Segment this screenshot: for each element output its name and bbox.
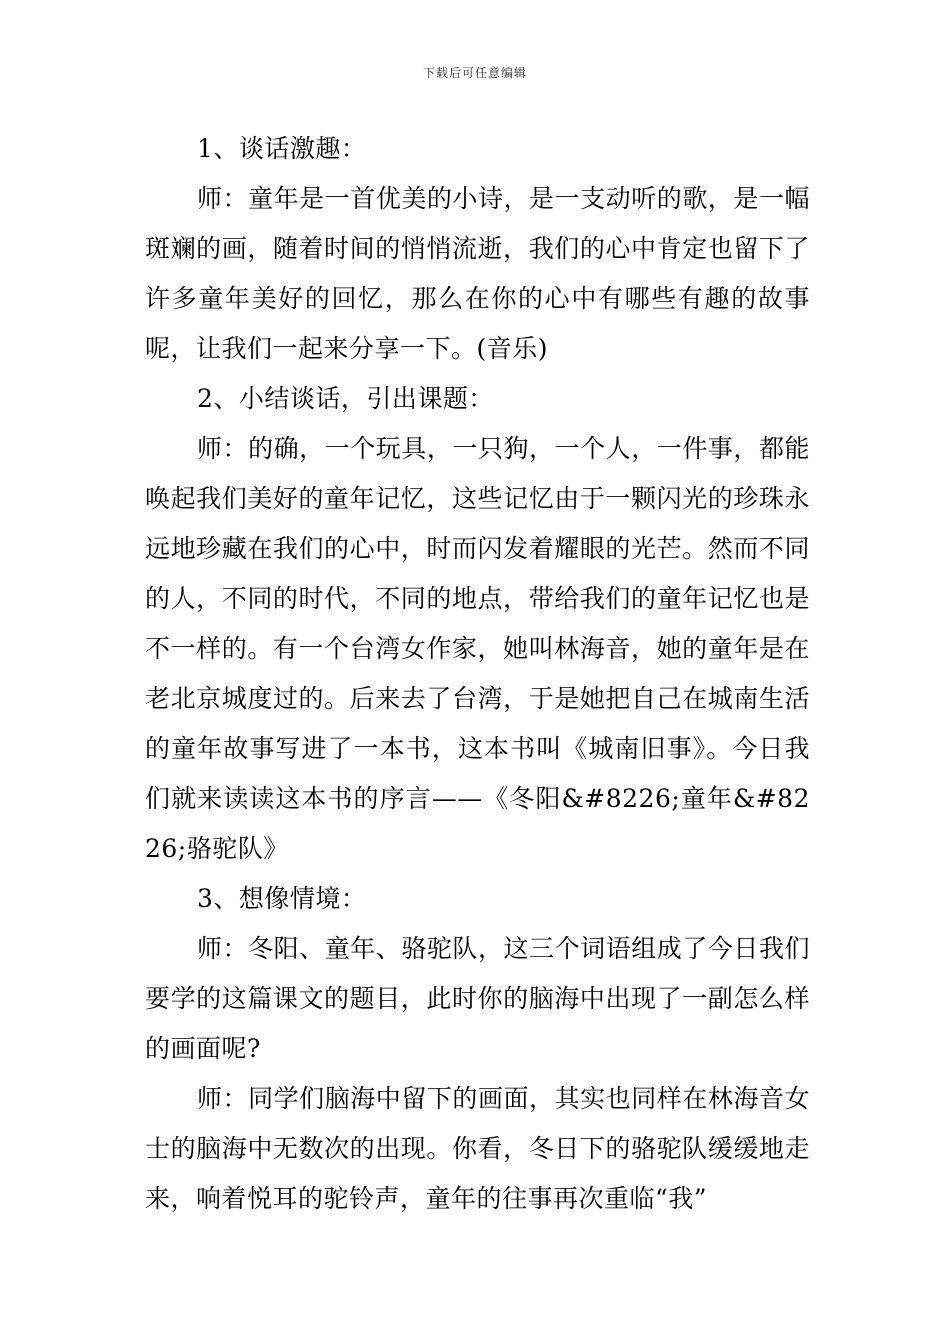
- paragraph-section-1-title: 1、谈话激趣：: [197, 134, 367, 163]
- paragraph-teacher-scene: 师：同学们脑海中留下的画面，其实也同样在林海音女士的脑海中无数次的出现。你看，冬日下的骆驼队缓缓地走来，响着悦耳的驼铃声，童年的往事再次重临“我”: [145, 1084, 810, 1213]
- paragraph-section-2-title: 2、小结谈话，引出课题：: [197, 384, 494, 413]
- paragraph-section-3-title: 3、想像情境：: [197, 884, 367, 913]
- paragraph-teacher-intro: 师：童年是一首优美的小诗，是一支动听的歌，是一幅斑斓的画，随着时间的悄悄流逝，我们的心中肯定也留下了许多童年美好的回忆，那么在你的心中有哪些有趣的故事呢，让我们一起来分享一下。(音乐): [145, 184, 810, 363]
- paragraph-teacher-imagine: 师：冬阳、童年、骆驼队，这三个词语组成了今日我们要学的这篇课文的题目，此时你的脑海中出现了一副怎么样的画面呢?: [145, 934, 810, 1063]
- document-body: [145, 124, 810, 1224]
- paragraph-teacher-summary: 师：的确，一个玩具，一只狗，一个人，一件事，都能唤起我们美好的童年记忆，这些记忆由于一颗闪光的珍珠永远地珍藏在我们的心中，时而闪发着耀眼的光芒。然而不同的人，不同的时代，不同的地点，带给我们的童年记忆也是不一样的。有一个台湾女作家，她叫林海音，她的童年是在老北京城度过的。后来去了台湾，于是她把自己在城南生活的童年故事写进了一本书，这本书叫《城南旧事》。今日我们就来读读这本书的序言——《冬阳&#8226;童年&#8226;骆驼队》: [145, 434, 810, 863]
- page-header: 下载后可任意编辑: [422, 66, 527, 80]
